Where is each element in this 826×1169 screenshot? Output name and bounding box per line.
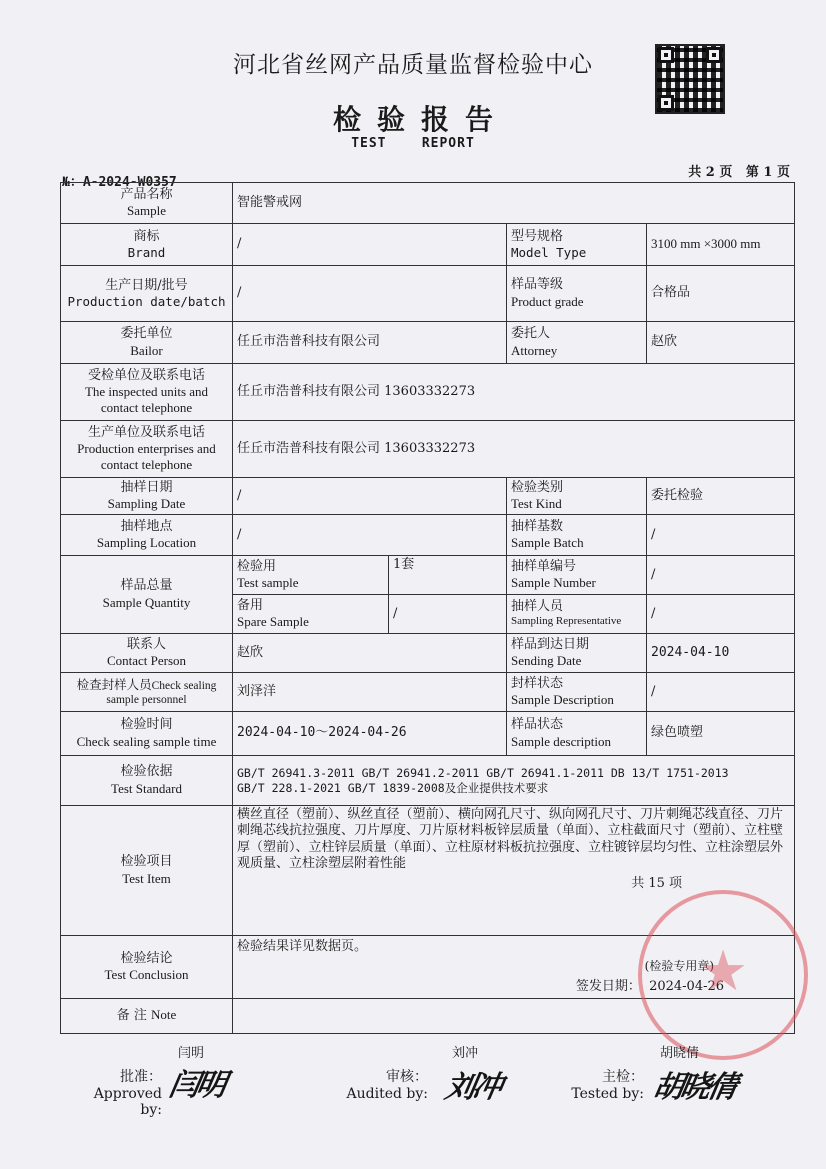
inspected-units-value: 任丘市浩普科技有限公司 13603332273 [233,364,795,421]
check-time-value: 2024-04-10～2024-04-26 [233,712,507,756]
test-item-list: 横丝直径（塑前）、纵丝直径（塑前）、横向网孔尺寸、纵向网孔尺寸、刀片刺绳芯线直径、刀片刺绳芯线抗拉强度、刀片厚度、刀片原材料板锌层质量（单面）、立柱截面尺寸（塑前）、立柱壁厚（塑前）、立柱锌层质量（单面）、立柱原材料板抗拉强度、立柱镀锌层均匀性、立柱涂塑层外观质量、立柱涂塑层附着性能 [237,807,784,871]
contact-label: 联系人 Contact Person [61,634,233,673]
sampling-rep-value: / [647,595,795,634]
sample-quantity-label: 样品总量 Sample Quantity [61,556,233,634]
row-brand [61,224,795,266]
seal-personnel-label: 检查封样人员Check sealing sample personnel [61,673,233,712]
seal-personnel-value: 刘泽洋 [233,673,507,712]
standard-label: 检验依据 Test Standard [61,756,233,806]
sample-state-label: 样品状态 Sample description [507,712,647,756]
sample-state-value: 绿色喷塑 [647,712,795,756]
test-sample-value: 1套 [389,556,507,595]
standard-line-1: GB/T 26941.3-2011 GB/T 26941.2-2011 GB/T 26941.1-2011 DB 13/T 1751-2013 [237,766,729,781]
sampling-date-label: 抽样日期 Sampling Date [61,478,233,515]
row-sample [61,183,795,224]
sample-number-value: / [647,556,795,595]
approved-role: 批准： Approved by: [93,1069,162,1118]
page-info: 共 2 页 第 1 页 [688,165,790,180]
approved-handwriting: 闫明 [166,1068,227,1103]
production-date-value: / [233,266,507,322]
test-item-count: 共 15 项 [631,876,683,891]
row-production-date [61,266,795,322]
row-check-time [61,712,795,756]
test-kind-label: 检验类别 Test Kind [507,478,647,515]
check-time-label: 检验时间 Check sealing sample time [61,712,233,756]
model-value: 3100 mm ×3000 mm [647,224,795,266]
audited-handwriting: 刘冲 [442,1070,503,1105]
sample-label: 产品名称 Sample [61,183,233,224]
approved-name: 闫明 [178,1046,205,1061]
sample-batch-value: / [647,515,795,556]
production-enterprise-label: 生产单位及联系电话 Production enterprises and contact telephone [61,421,233,478]
row-sampling-date [61,478,795,515]
spare-sample-value: / [389,595,507,634]
sampling-location-value: / [233,515,507,556]
production-enterprise-value: 任丘市浩普科技有限公司 13603332273 [233,421,795,478]
audited-role: 审核： Audited by: [346,1069,428,1102]
tested-name: 胡晓倩 [660,1046,700,1061]
brand-value: / [233,224,507,266]
row-contact [61,634,795,673]
row-standard [61,756,795,806]
row-bailor [61,322,795,364]
sampling-date-value: / [233,478,507,515]
conclusion-label: 检验结论 Test Conclusion [61,936,233,999]
seal-desc-value: / [647,673,795,712]
standard-line-2: GB/T 228.1-2021 GB/T 1839-2008及企业提供技术要求 [237,780,549,795]
row-sampling-location [61,515,795,556]
sign-date: 签发日期： 2024-04-26 [575,979,725,994]
seal-label: (检验专用章) [644,959,715,973]
signature-area [0,1040,826,1150]
sampling-rep-label: 抽样人员 Sampling Representative [507,595,647,634]
report-number: №：A-2024-W0357 [62,175,177,190]
sample-number-label: 抽样单编号 Sample Number [507,556,647,595]
qr-code-icon [655,44,725,114]
sample-batch-label: 抽样基数 Sample Batch [507,515,647,556]
row-production-enterprise [61,421,795,478]
brand-label: 商标 Brand [61,224,233,266]
organization-name: 河北省丝网产品质量监督检验中心 [233,52,593,78]
model-label: 型号规格 Model Type [507,224,647,266]
tested-handwriting: 胡晓倩 [650,1070,738,1105]
grade-label: 样品等级 Product grade [507,266,647,322]
sampling-location-label: 抽样地点 Sampling Location [61,515,233,556]
inspected-units-label: 受检单位及联系电话 The inspected units and contact telephone [61,364,233,421]
note-label: 备 注 Note [61,999,233,1034]
spare-sample-label: 备用 Spare Sample [233,595,389,634]
row-seal-personnel [61,673,795,712]
bailor-value: 任丘市浩普科技有限公司 [233,322,507,364]
standard-value [233,756,795,806]
report-title-en: TEST REPORT [351,136,475,151]
production-date-label: 生产日期/批号 Production date/batch [61,266,233,322]
official-seal [638,890,808,1060]
seal-star-icon: ★ [698,939,749,1004]
grade-value: 合格品 [647,266,795,322]
sample-value: 智能警戒网 [233,183,795,224]
attorney-value: 赵欣 [647,322,795,364]
test-item-label: 检验项目 Test Item [61,806,233,936]
test-kind-value: 委托检验 [647,478,795,515]
test-sample-label: 检验用 Test sample [233,556,389,595]
sending-date-value: 2024-04-10 [647,634,795,673]
report-title-cn: 检验报告 [332,103,509,136]
row-test-sample [61,556,795,595]
audited-name: 刘冲 [452,1046,479,1061]
seal-desc-label: 封样状态 Sample Description [507,673,647,712]
contact-value: 赵欣 [233,634,507,673]
row-inspected-units [61,364,795,421]
attorney-label: 委托人 Attorney [507,322,647,364]
sending-date-label: 样品到达日期 Sending Date [507,634,647,673]
bailor-label: 委托单位 Bailor [61,322,233,364]
tested-role: 主检： Tested by: [571,1069,644,1102]
conclusion-text: 检验结果详见数据页。 [237,939,368,954]
